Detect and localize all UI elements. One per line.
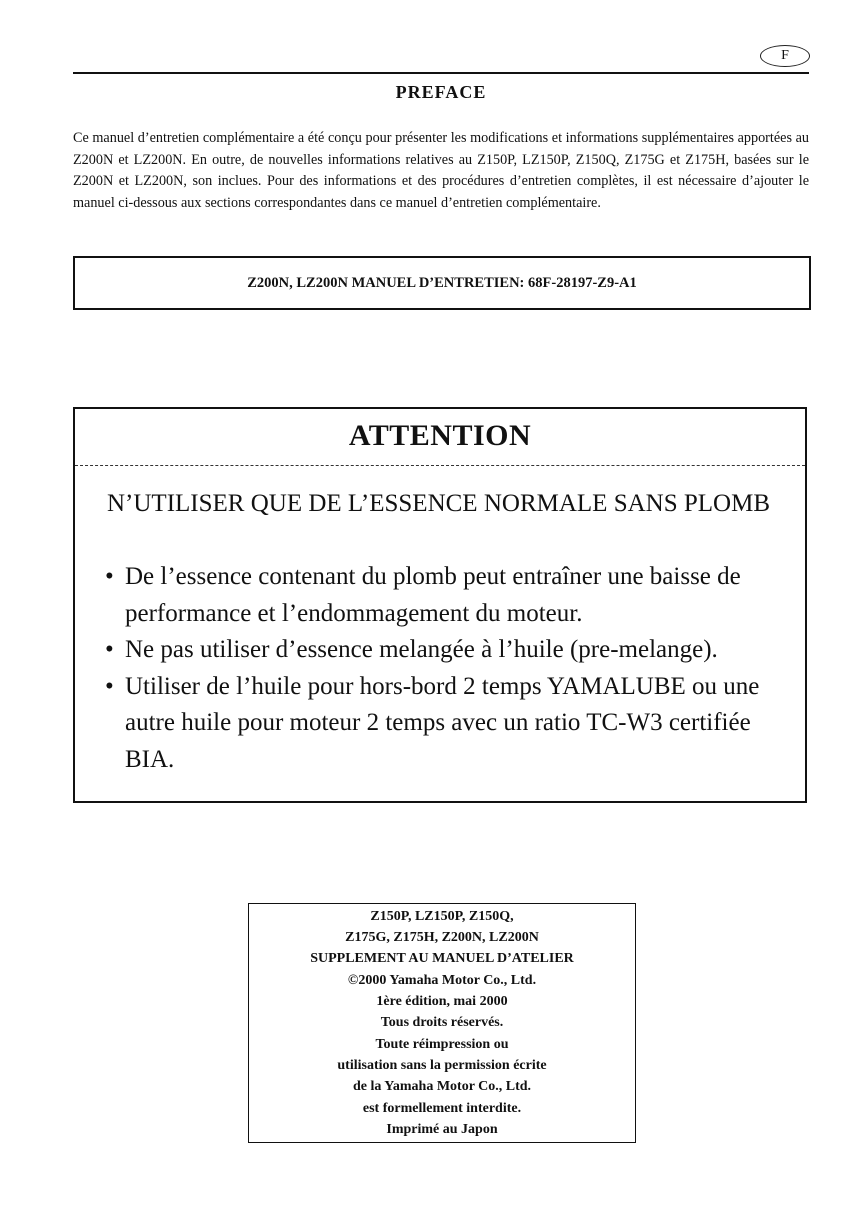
header-rule — [73, 72, 809, 74]
manual-reference-text: Z200N, LZ200N MANUEL D’ENTRETIEN: 68F-28197-Z9-A1 — [247, 274, 637, 291]
attention-bullet-text: Utiliser de l’huile pour hors-bord 2 temps YAMALUBE ou une autre huile pour moteur 2 temps avec un ratio TC-W3 certifiée BIA. — [125, 672, 760, 773]
preface-paragraph: Ce manuel d’entretien complémentaire a été conçu pour présenter les modifications et informations supplémentaires apportées au Z200N et LZ200N. En outre, de nouvelles informations relatives au Z150P, LZ150P, Z150Q, Z175G et Z175H, basées sur le Z200N et LZ200N, son inclues. Pour des informations et des procédures d’entretien complètes, il est nécessaire d’ajouter le manuel ci-dessous aux sections correspondantes dans ce manuel d’entretien complémentaire. — [73, 130, 809, 211]
attention-box — [73, 407, 807, 803]
attention-divider — [75, 465, 805, 466]
attention-bullet — [105, 559, 790, 632]
preface-title: PREFACE — [395, 82, 487, 102]
bullet-icon: • — [105, 672, 114, 700]
attention-bullet-list — [105, 559, 790, 778]
attention-bullet-text: De l’essence contenant du plomb peut entraîner une baisse de performance et l’endommagement du moteur. — [125, 563, 741, 627]
language-badge — [760, 45, 810, 67]
reprint-line-2: utilisation sans la permission écrite — [337, 1057, 547, 1073]
bullet-icon: • — [105, 563, 114, 590]
copyright-document-title: SUPPLEMENT AU MANUEL D’ATELIER — [310, 951, 574, 967]
reprint-line-4: est formellement interdite. — [362, 1100, 522, 1116]
copyright-models-line-1: Z150P, LZ150P, Z150Q, — [370, 908, 514, 924]
bullet-icon: • — [105, 636, 114, 663]
copyright-box — [248, 903, 636, 1143]
reprint-line-1: Toute réimpression ou — [375, 1036, 509, 1052]
attention-title: ATTENTION — [348, 419, 532, 452]
attention-bullet-text: Ne pas utiliser d’essence melangée à l’huile (pre-melange). — [125, 636, 718, 663]
attention-bullet — [105, 669, 790, 779]
copyright-notice: ©2000 Yamaha Motor Co., Ltd. — [347, 972, 537, 988]
rights-reserved-line: Tous droits réservés. — [380, 1015, 504, 1031]
printed-in-line: Imprimé au Japon — [386, 1121, 498, 1137]
copyright-models-line-2: Z175G, Z175H, Z200N, LZ200N — [345, 930, 539, 946]
language-badge-label: F — [781, 48, 789, 63]
attention-headline: N’UTILISER QUE DE L’ESSENCE NORMALE SANS PLOMB — [107, 490, 770, 517]
reprint-line-3: de la Yamaha Motor Co., Ltd. — [352, 1079, 532, 1095]
edition-line: 1ère édition, mai 2000 — [376, 994, 508, 1010]
manual-reference-box — [73, 256, 811, 310]
attention-bullet — [105, 632, 790, 669]
